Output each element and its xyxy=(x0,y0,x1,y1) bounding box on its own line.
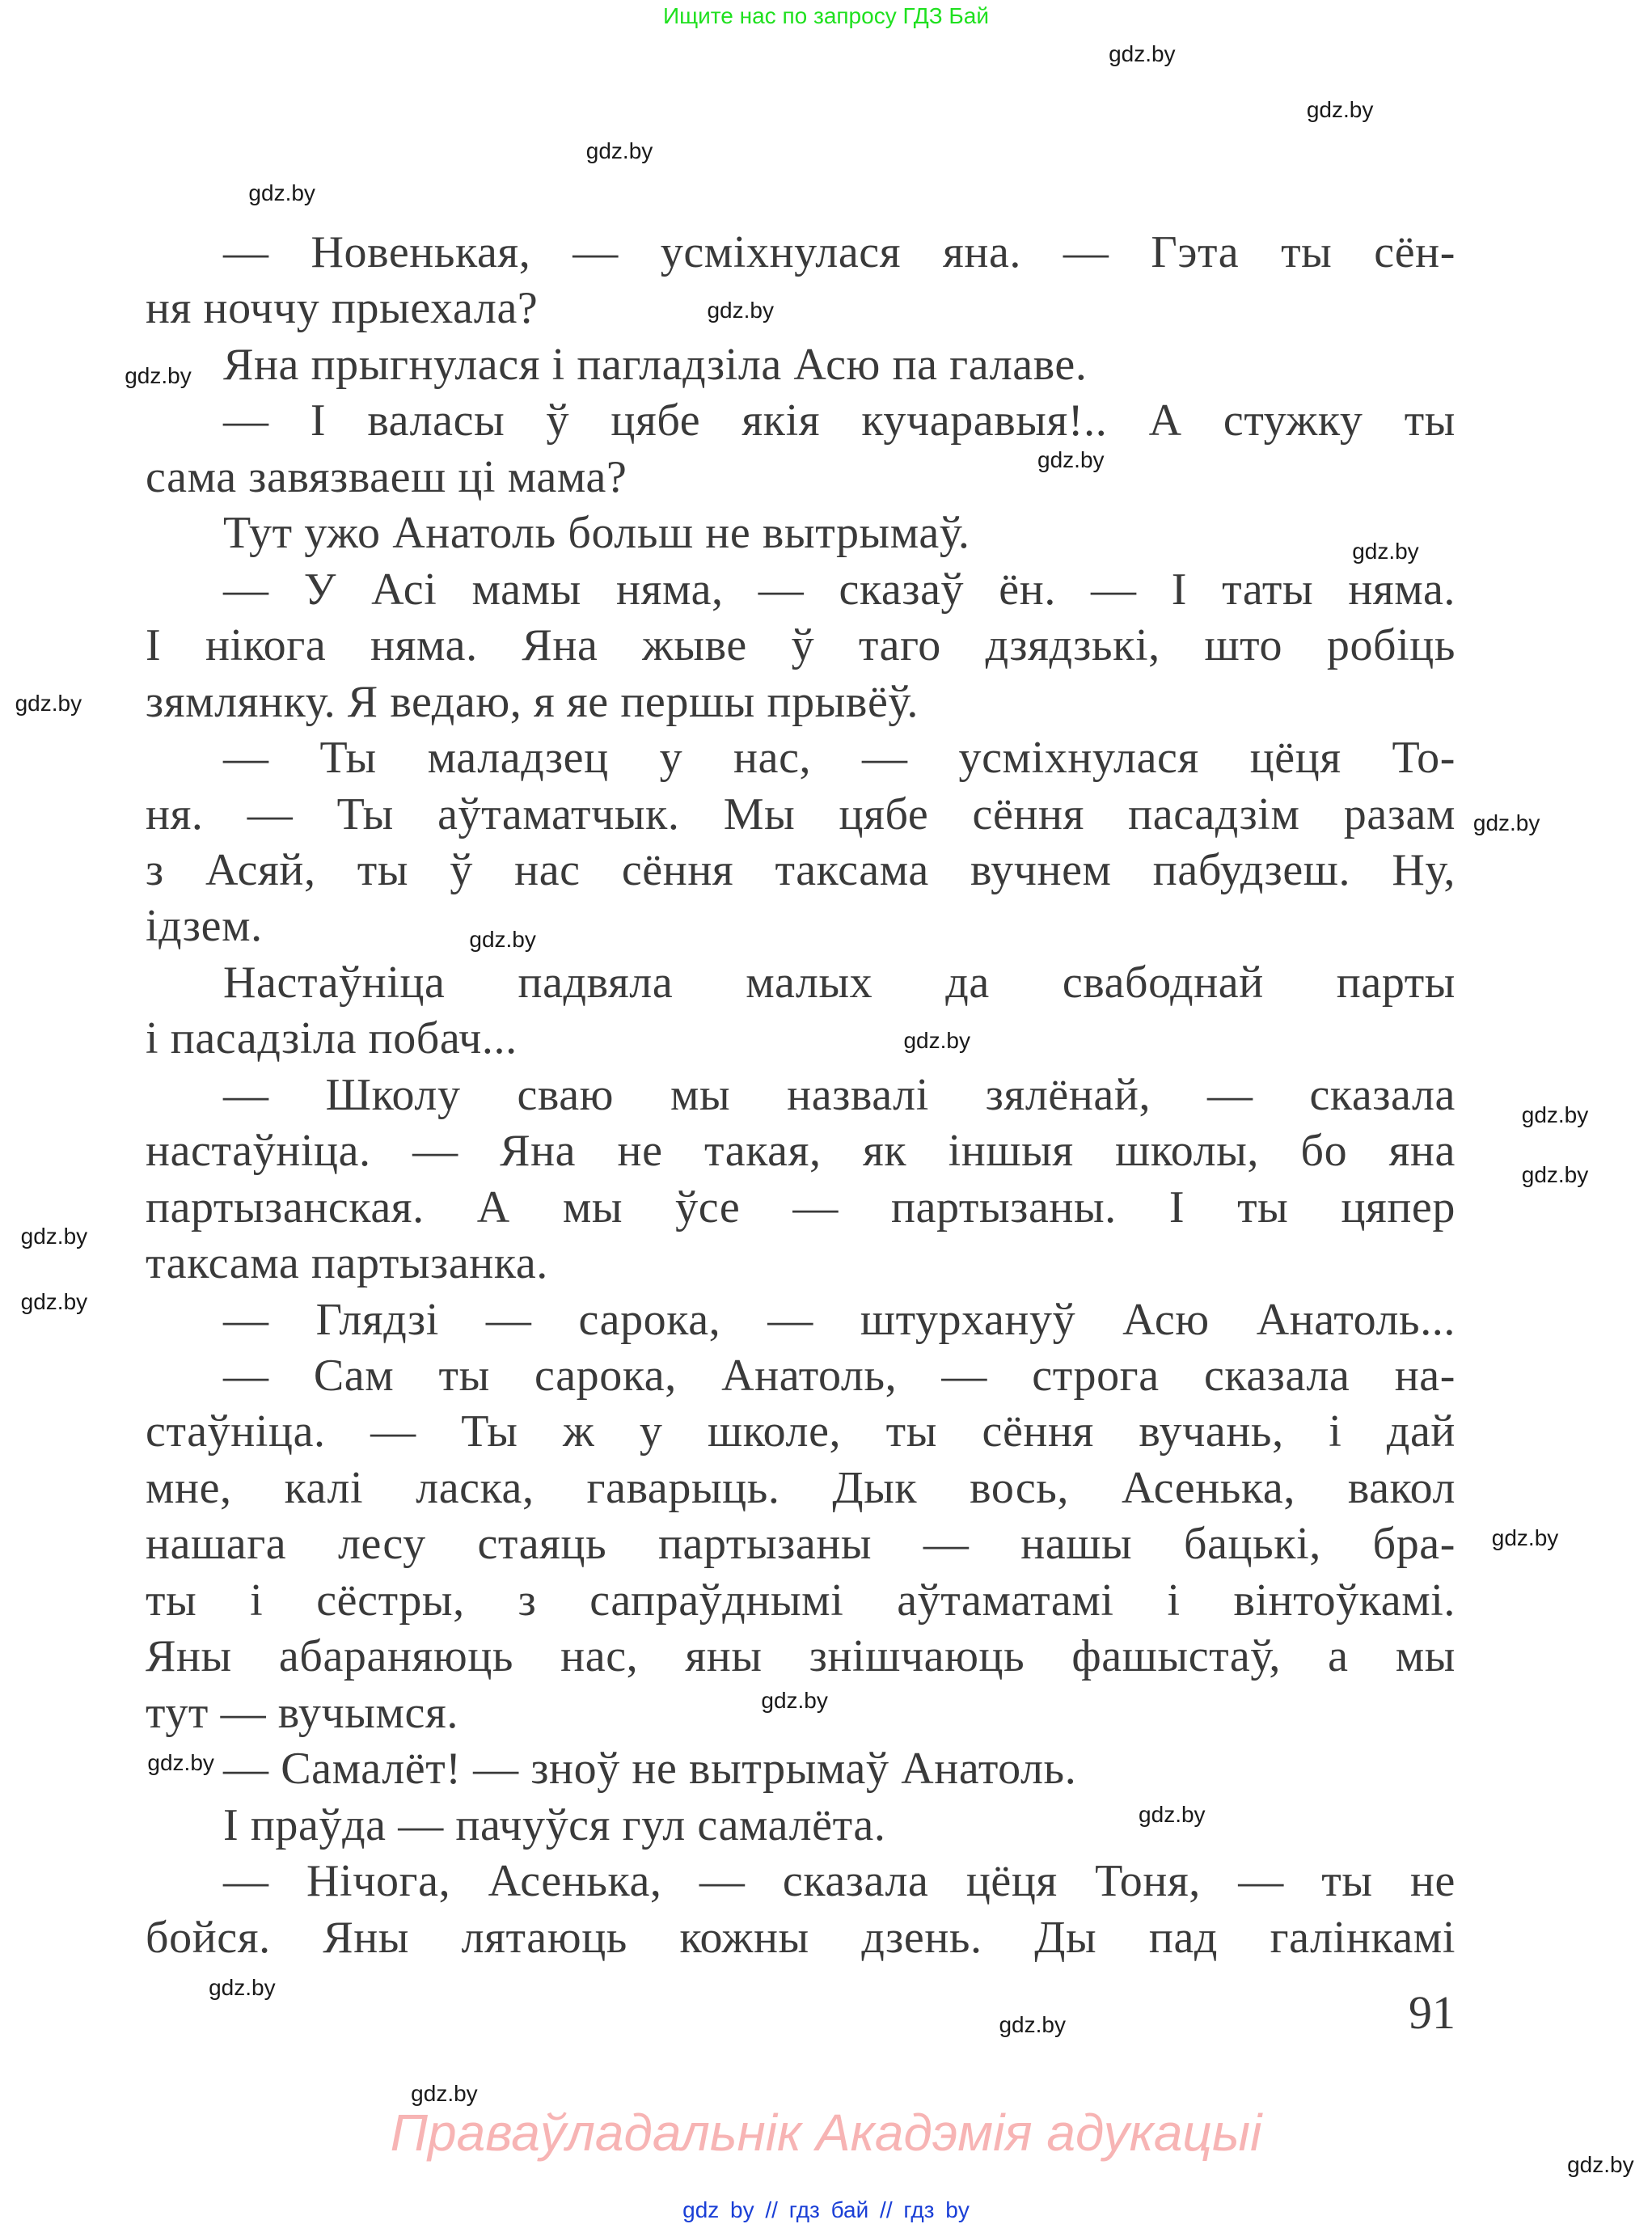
text-line: — І валасы ў цябе якія кучаравыя!.. А стужку ты xyxy=(223,395,1456,446)
gdz-watermark: gdz.by xyxy=(20,1288,88,1314)
text-line: Настаўніца падвяла малых да свабоднай парты xyxy=(223,957,1456,1008)
gdz-watermark: gdz.by xyxy=(147,1750,214,1776)
gdz-watermark: gdz.by xyxy=(20,1223,88,1249)
gdz-watermark: gdz.by xyxy=(1521,1161,1589,1187)
text-line: — Глядзі — сарока, — штурхануў Асю Анатоль... xyxy=(223,1294,1456,1345)
text-line: мне, калі ласка, гаварыць. Дык вось, Асенька, вакол xyxy=(146,1462,1456,1513)
page-number: 91 xyxy=(1409,1986,1456,2039)
text-line: Тут ужо Анатоль больш не вытрымаў. xyxy=(223,508,970,559)
text-line: І праўда — пачуўся гул самалёта. xyxy=(223,1799,886,1850)
text-line: — Сам ты сарока, Анатоль, — строга сказала на- xyxy=(223,1351,1456,1401)
copyright-watermark: Праваўладальнік Акадэмія адукацыі xyxy=(390,2103,1262,2162)
gdz-watermark: gdz.by xyxy=(1139,1801,1206,1827)
gdz-watermark: gdz.by xyxy=(248,180,315,206)
footer-links[interactable]: gdz by // гдз бай // гдз by xyxy=(682,2197,970,2222)
text-line: Яна прыгнулася і пагладзіла Асю па галаве. xyxy=(223,339,1088,390)
gdz-watermark: gdz.by xyxy=(125,362,192,388)
gdz-watermark: gdz.by xyxy=(761,1687,828,1713)
gdz-watermark: gdz.by xyxy=(707,297,774,323)
text-line: зямлянку. Я ведаю, я яе першы прывёў. xyxy=(146,676,919,727)
text-line: настаўніца. — Яна не такая, як іншыя школы, бо яна xyxy=(146,1126,1456,1177)
gdz-watermark: gdz.by xyxy=(15,690,82,716)
gdz-watermark: gdz.by xyxy=(1567,2151,1634,2177)
text-line: з Асяй, ты ў нас сёння таксама вучнем пабудзеш. Ну, xyxy=(146,844,1456,895)
gdz-watermark: gdz.by xyxy=(1037,446,1105,472)
text-line: сама завязваеш ці мама? xyxy=(146,451,627,502)
text-line: ня. — Ты аўтаматчык. Мы цябе сёння пасадзім разам xyxy=(146,789,1456,839)
text-line: ты і сёстры, з сапраўднымі аўтаматамі і вінтоўкамі. xyxy=(146,1575,1456,1626)
gdz-watermark: gdz.by xyxy=(1472,810,1540,835)
text-line: партызанская. А мы ўсе — партызаны. І ты цяпер xyxy=(146,1182,1456,1233)
text-line: ня ноччу прыехала? xyxy=(146,283,539,334)
text-line: і пасадзіла побач... xyxy=(146,1013,518,1064)
text-line: — Новенькая, — усміхнулася яна. — Гэта ты сён- xyxy=(223,227,1456,277)
gdz-watermark: gdz.by xyxy=(585,137,653,163)
gdz-watermark: gdz.by xyxy=(903,1028,970,1054)
text-line: — Школу сваю мы назвалі зялёнай, — сказала xyxy=(223,1069,1456,1120)
gdz-watermark: gdz.by xyxy=(1521,1101,1589,1127)
gdz-watermark: gdz.by xyxy=(1491,1524,1559,1550)
text-line: стаўніца. — Ты ж у школе, ты сёння вучань, і дай xyxy=(146,1406,1456,1457)
text-line: — Самалёт! — зноў не вытрымаў Анатоль. xyxy=(223,1744,1077,1795)
text-line: тут — вучымся. xyxy=(146,1687,458,1738)
text-line: — У Асі мамы няма, — сказаў ён. — І таты няма. xyxy=(223,564,1456,615)
search-hint-banner: Ищите нас по запросу ГДЗ Бай xyxy=(662,3,990,28)
text-line: І нікога няма. Яна жыве ў таго дзядзькі, што робіць xyxy=(146,620,1456,671)
gdz-watermark: gdz.by xyxy=(999,2012,1066,2038)
gdz-watermark: gdz.by xyxy=(209,1975,276,2001)
text-line: бойся. Яны лятаюць кожны дзень. Ды пад галінкамі xyxy=(146,1912,1456,1963)
gdz-watermark: gdz.by xyxy=(411,2080,478,2106)
gdz-watermark: gdz.by xyxy=(1352,538,1419,564)
text-line: таксама партызанка. xyxy=(146,1238,548,1289)
gdz-watermark: gdz.by xyxy=(1109,40,1176,66)
text-line: Яны абараняюць нас, яны знішчаюць фашыстаў, а мы xyxy=(146,1631,1456,1682)
gdz-watermark: gdz.by xyxy=(1306,96,1374,122)
text-line: — Нічога, Асенька, — сказала цёця Тоня, — ты не xyxy=(223,1856,1456,1907)
text-line: ідзем. xyxy=(146,901,263,952)
text-line: — Ты маладзец у нас, — усміхнулася цёця То- xyxy=(223,733,1456,784)
gdz-watermark: gdz.by xyxy=(469,927,536,953)
text-line: нашага лесу стаяць партызаны — нашы бацькі, бра- xyxy=(146,1519,1456,1570)
